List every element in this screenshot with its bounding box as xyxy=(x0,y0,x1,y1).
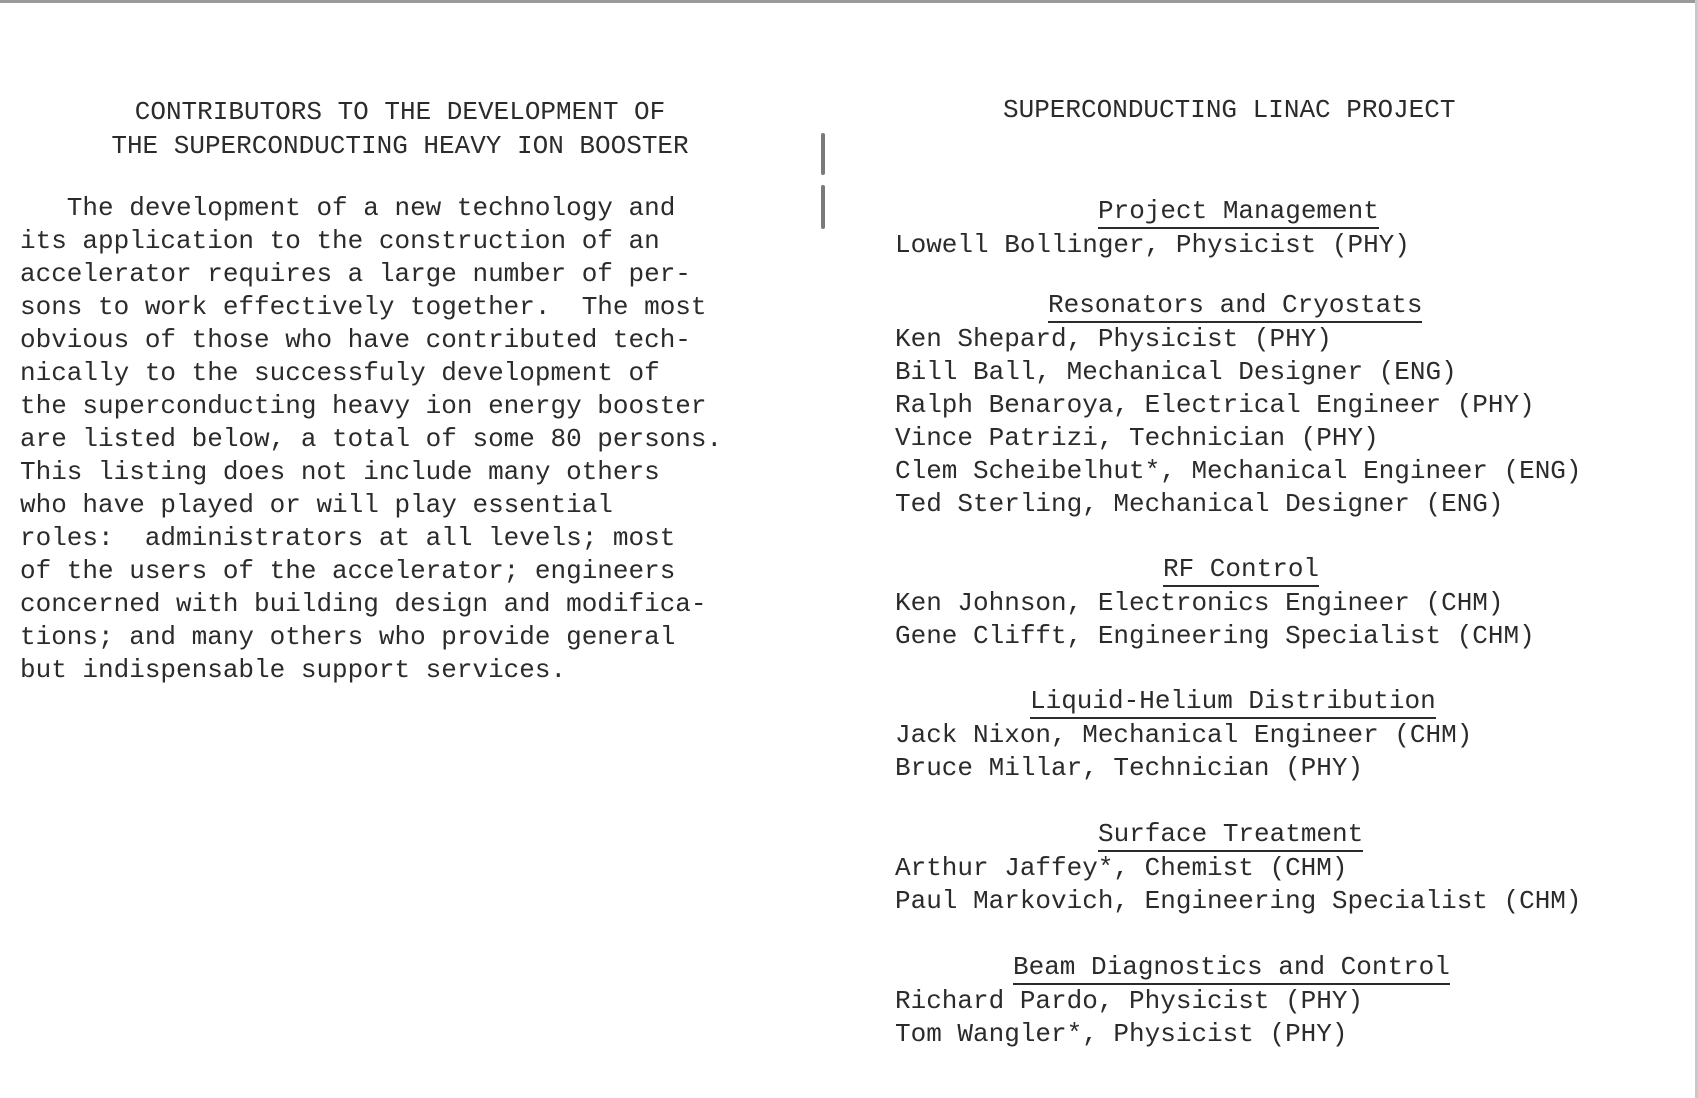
section-heading-text: Beam Diagnostics and Control xyxy=(1013,952,1450,985)
member-entry: Tom Wangler*, Physicist (PHY) xyxy=(895,1019,1348,1049)
member-entry: Vince Patrizi, Technician (PHY) xyxy=(895,423,1379,453)
section-rf-control xyxy=(895,553,1685,653)
intro-line: obvious of those who have contributed tech- xyxy=(20,325,691,355)
intro-paragraph xyxy=(20,192,780,687)
right-title: SUPERCONDUCTING LINAC PROJECT xyxy=(1003,95,1456,125)
intro-line: its application to the construction of an xyxy=(20,226,660,256)
page-top-edge xyxy=(0,0,1698,3)
intro-line: who have played or will play essential xyxy=(20,490,613,520)
intro-line: concerned with building design and modifica- xyxy=(20,589,707,619)
left-title-line-1: CONTRIBUTORS TO THE DEVELOPMENT OF xyxy=(134,97,666,127)
member-entry: Ken Shepard, Physicist (PHY) xyxy=(895,324,1332,354)
section-heading xyxy=(895,289,1685,323)
intro-line: roles: administrators at all levels; most xyxy=(20,523,676,553)
member-entry: Bill Ball, Mechanical Designer (ENG) xyxy=(895,357,1457,387)
binding-mark xyxy=(821,133,825,175)
section-beam-diagnostics xyxy=(895,951,1685,1051)
section-heading-text: Liquid-Helium Distribution xyxy=(1030,686,1436,719)
section-heading xyxy=(895,818,1685,852)
member-entry: Lowell Bollinger, Physicist (PHY) xyxy=(895,230,1410,260)
member-entry: Ken Johnson, Electronics Engineer (CHM) xyxy=(895,588,1504,618)
member-entry: Paul Markovich, Engineering Specialist (CHM) xyxy=(895,886,1582,916)
intro-line: tions; and many others who provide general xyxy=(20,622,676,652)
left-title xyxy=(20,95,780,163)
intro-line: are listed below, a total of some 80 persons. xyxy=(20,424,723,454)
member-entry: Clem Scheibelhut*, Mechanical Engineer (ENG) xyxy=(895,456,1582,486)
section-heading-text: RF Control xyxy=(1163,554,1319,587)
section-heading xyxy=(895,951,1685,985)
intro-line: the superconducting heavy ion energy booster xyxy=(20,391,707,421)
binding-mark xyxy=(821,185,825,229)
section-surface-treatment xyxy=(895,818,1685,918)
section-heading-text: Resonators and Cryostats xyxy=(1048,290,1422,323)
member-entry: Richard Pardo, Physicist (PHY) xyxy=(895,986,1364,1016)
intro-line: of the users of the accelerator; engineers xyxy=(20,556,676,586)
intro-line: accelerator requires a large number of per- xyxy=(20,259,691,289)
section-project-management xyxy=(895,195,1685,262)
intro-line: nically to the successfuly development of xyxy=(20,358,660,388)
member-entry: Jack Nixon, Mechanical Engineer (CHM) xyxy=(895,720,1473,750)
section-heading xyxy=(895,553,1685,587)
left-column xyxy=(20,95,780,687)
intro-line: This listing does not include many others xyxy=(20,457,660,487)
member-entry: Ralph Benaroya, Electrical Engineer (PHY) xyxy=(895,390,1535,420)
intro-line: but indispensable support services. xyxy=(20,655,567,685)
left-title-line-2: THE SUPERCONDUCTING HEAVY ION BOOSTER xyxy=(111,131,689,161)
member-entry: Gene Clifft, Engineering Specialist (CHM) xyxy=(895,621,1535,651)
section-liquid-helium xyxy=(895,685,1685,785)
member-entry: Ted Sterling, Mechanical Designer (ENG) xyxy=(895,489,1504,519)
member-entry: Arthur Jaffey*, Chemist (CHM) xyxy=(895,853,1348,883)
intro-line: The development of a new technology and xyxy=(20,193,676,223)
section-resonators-cryostats xyxy=(895,289,1685,521)
section-heading-text: Surface Treatment xyxy=(1098,819,1363,852)
member-entry: Bruce Millar, Technician (PHY) xyxy=(895,753,1364,783)
section-heading-text: Project Management xyxy=(1098,196,1379,229)
section-heading xyxy=(895,685,1685,719)
intro-line: sons to work effectively together. The most xyxy=(20,292,707,322)
section-heading xyxy=(895,195,1685,229)
